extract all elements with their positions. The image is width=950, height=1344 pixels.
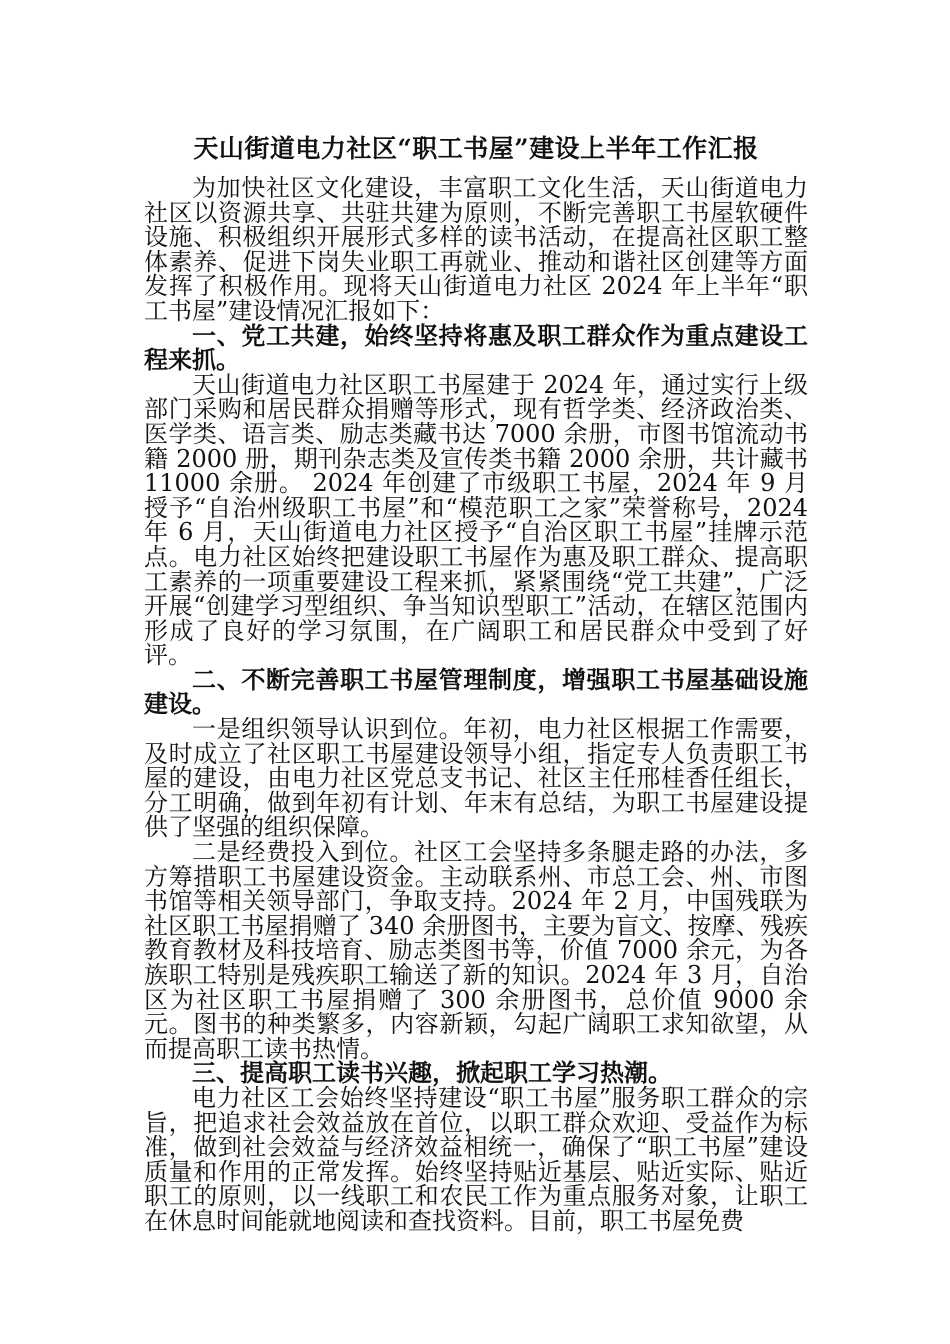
document-body [144, 134, 808, 1234]
intro-paragraph: 为加快社区文化建设，丰富职工文化生活，天山街道电力社区以资源共享、共驻共建为原则，不断完善职工书屋软硬件设施、积极组织开展形式多样的读书活动，在提高社区职工整体素养、促进下岗失业职工再就业、推动和谐社区创建等方面发挥了积极作用。现将天山街道电力社区 2024 年上半年“职工书屋”建设情况汇报如下： [144, 174, 808, 325]
section-2-paragraph-2: 二是经费投入到位。社区工会坚持多条腿走路的办法，多方筹措职工书屋建设资金。主动联系州、市总工会、州、市图书馆等相关领导部门，争取支持。2024 年 2 月，中国残联为社区职工书屋捐赠了 340 余册图书，主要为盲文、按摩、残疾教育教材及科技培育、励志类图书等，价值 7000 余元，为各族职工特别是残疾职工输送了新的知识。2024 年 3 月，自治区为社区职工书屋捐赠了 300 余册图书，总价值 9000 余元。图书的种类繁多，内容新颖，勾起广阔职工求知欲望，从而提高职工读书热情。 [144, 838, 808, 1063]
document-title: 天山街道电力社区“职工书屋”建设上半年工作汇报 [193, 134, 759, 163]
section-heading-1: 一、党工共建，始终坚持将惠及职工群众作为重点建设工程来抓。 [144, 320, 808, 375]
section-2-paragraph-1: 一是组织领导认识到位。年初，电力社区根据工作需要，及时成立了社区职工书屋建设领导小组，指定专人负责职工书屋的建设，由电力社区党总支书记、社区主任邢桂香任组长，分工明确，做到年初有计划、年末有总结，为职工书屋建设提供了坚强的组织保障。 [144, 715, 808, 842]
section-heading-2: 二、不断完善职工书屋管理制度，增强职工书屋基础设施建设。 [144, 664, 808, 719]
section-1-paragraph: 天山街道电力社区职工书屋建于 2024 年，通过实行上级部门采购和居民群众捐赠等形式，现有哲学类、经济政治类、医学类、语言类、励志类藏书达 7000 余册，市图书馆流动书籍 2000 册，期刊杂志类及宣传类书籍 2000 余册，共计藏书 11000 余册。 2024 年创建了市级职工书屋，2024 年 9 月授予“自治州级职工书屋”和“模范职工之家”荣誉称号，2024 年 6 月，天山街道电力社区授予“自治区职工书屋”挂牌示范点。电力社区始终把建设职工书屋作为惠及职工群众、提高职工素养的一项重要建设工程来抓，紧紧围绕“党工共建”，广泛开展“创建学习型组织、争当知识型职工”活动，在辖区范围内形成了良好的学习氛围，在广阔职工和居民群众中受到了好评。 [144, 370, 808, 670]
section-heading-3: 三、提高职工读书兴趣，掀起职工学习热潮。 [192, 1058, 672, 1088]
section-3-paragraph: 电力社区工会始终坚持建设“职工书屋”服务职工群众的宗旨，把追求社会效益放在首位，以职工群众欢迎、受益作为标准，做到社会效益与经济效益相统一，确保了“职工书屋”建设质量和作用的正常发挥。始终坚持贴近基层、贴近实际、贴近职工的原则，以一线职工和农民工作为重点服务对象，让职工在休息时间能就地阅读和查找资料。目前，职工书屋免费 [144, 1083, 808, 1235]
